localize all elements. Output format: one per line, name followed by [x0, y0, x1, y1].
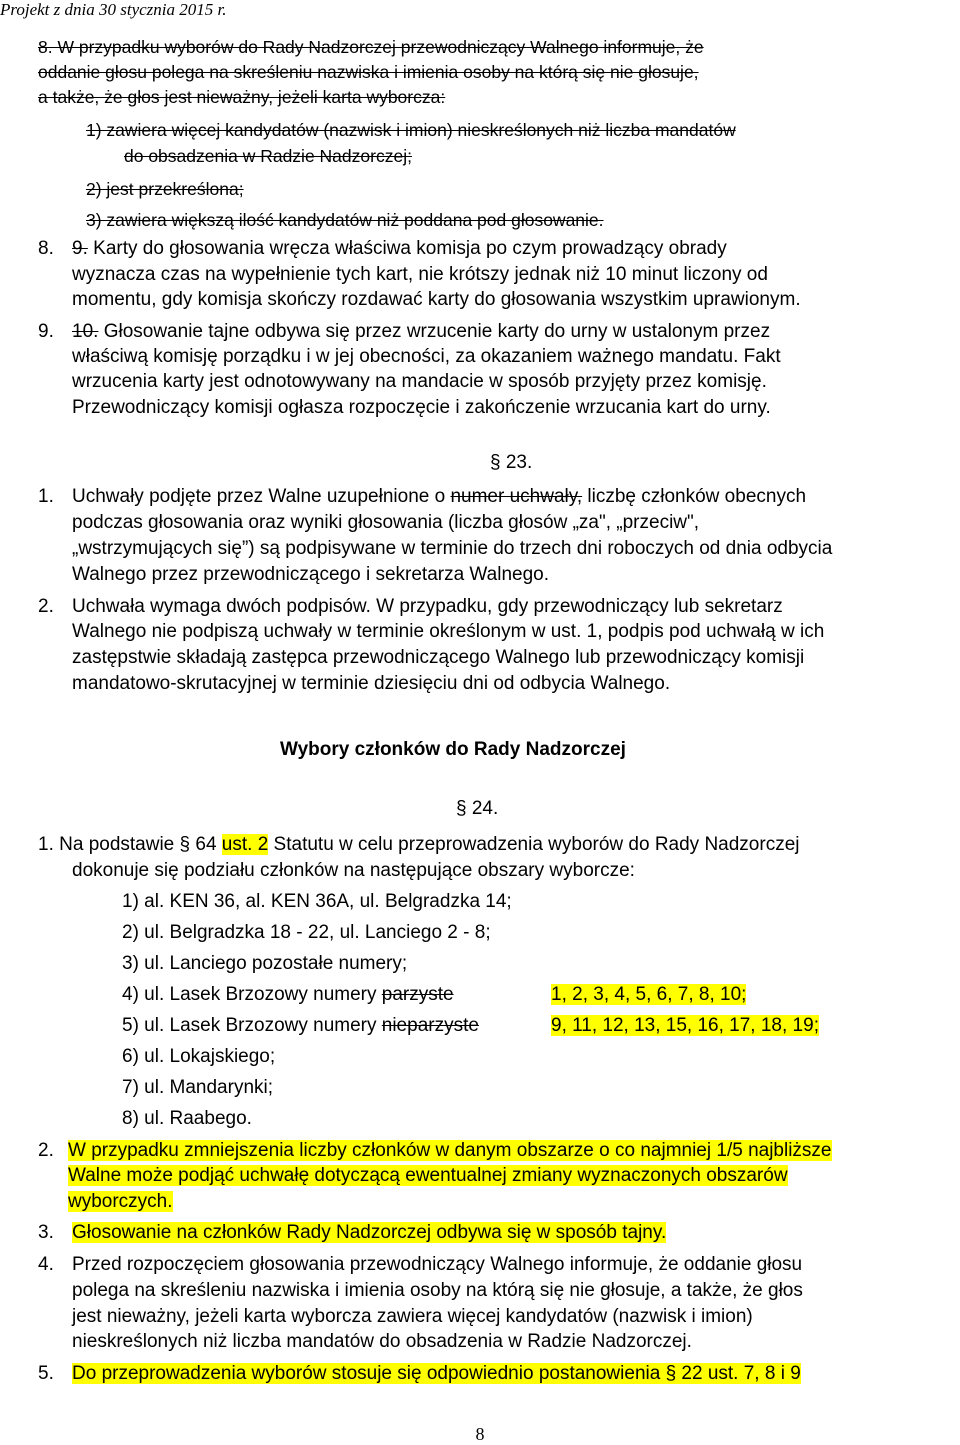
paragraph-9-line: Przewodniczący komisji ogłasza rozpoczęcie i zakończenie wrzucania kart do urny.	[72, 397, 771, 418]
highlighted-text: Do przeprowadzenia wyborów stosuje się odpowiednio postanowienia § 22 ust. 7, 8 i 9	[72, 1363, 801, 1384]
paragraph-text: Głosowanie tajne odbywa się przez wrzucenie karty do urny w ustalonym przez	[103, 321, 771, 342]
paragraph-8-line	[72, 237, 727, 260]
highlighted-text: 9, 11, 12, 13, 15, 16, 17, 18, 19;	[551, 1015, 819, 1036]
paragraph-9-line: właściwą komisję porządku i w jej obecności, za okazaniem ważnego mandatu. Fakt	[72, 346, 781, 367]
area-item	[122, 983, 454, 1006]
chapter-heading: Wybory członków do Rady Nadzorczej	[280, 739, 626, 760]
page-number: 8	[475, 1424, 485, 1444]
s24-item-4-line: polega na skreśleniu nazwiska i imienia osoby na którą się nie głosuje, a także, że głos	[72, 1280, 803, 1301]
area-item: 2) ul. Belgradzka 18 - 22, ul. Lanciego 2 - 8;	[122, 922, 491, 943]
highlighted-text: Walne może podjąć uchwałę dotyczącą ewentualnej zmiany wyznaczonych obszarów	[68, 1165, 788, 1186]
paragraph-reference: § 64	[179, 834, 222, 855]
area-numbers	[551, 1014, 819, 1037]
s23-item-1-line: „wstrzymujących się”) są podpisywane w terminie do trzech dni roboczych od dnia odbycia	[72, 538, 833, 559]
s24-item-4-line: jest nieważny, jeżeli karta wyborcza zawiera więcej kandydatów (nazwisk i imion)	[72, 1306, 753, 1327]
area-item: 6) ul. Lokajskiego;	[122, 1046, 276, 1067]
s24-item-5-line	[72, 1362, 801, 1385]
paragraph-9-line	[72, 320, 770, 343]
text-segment: 4) ul. Lasek Brzozowy numery	[122, 984, 382, 1005]
s23-item-2-line: zastępstwie składają zastępca przewodniczącego Walnego lub przewodniczący komisji	[72, 647, 805, 668]
s24-item-3-line	[72, 1221, 666, 1244]
text-segment: 1. Na podstawie	[38, 834, 180, 855]
struck-line: 2) jest przekreślona;	[86, 179, 244, 199]
s24-item-1-line	[38, 833, 800, 856]
paragraph-9-line: wrzucenia karty jest odnotowywany na mandacie w sposób przyjęty przez komisję.	[72, 371, 767, 392]
area-item: 1) al. KEN 36, al. KEN 36A, ul. Belgradzka 14;	[122, 891, 512, 912]
s24-item-4-line: Przed rozpoczęciem głosowania przewodniczący Walnego informuje, że oddanie głosu	[72, 1254, 803, 1275]
item-number: 5.	[38, 1363, 54, 1384]
struck-text: nieparzyste	[381, 1015, 479, 1036]
area-item: 3) ul. Lanciego pozostałe numery;	[122, 953, 408, 974]
item-number: 4.	[38, 1254, 54, 1275]
s24-item-2-line	[68, 1139, 832, 1162]
paragraph-number: 9.	[38, 321, 54, 342]
highlighted-text: wyborczych.	[68, 1191, 173, 1212]
old-paragraph-number: 10.	[72, 321, 99, 342]
struck-line: a także, że głos jest nieważny, jeżeli karta wyborcza:	[38, 87, 446, 107]
struck-line: 1) zawiera więcej kandydatów (nazwisk i imion) nieskreślonych niż liczba mandatów	[86, 120, 736, 140]
item-number: 3.	[38, 1222, 54, 1243]
struck-line: 3) zawiera większą ilość kandydatów niż poddana pod głosowanie.	[86, 210, 604, 230]
area-item	[122, 1014, 479, 1037]
struck-text: numer uchwały,	[450, 486, 583, 507]
s24-item-4-line: nieskreślonych niż liczba mandatów do obsadzenia w Radzie Nadzorczej.	[72, 1331, 692, 1352]
struck-line: do obsadzenia w Radzie Nadzorczej;	[124, 146, 412, 166]
struck-line: oddanie głosu polega na skreśleniu nazwiska i imienia osoby na którą się nie głosuje,	[38, 62, 699, 82]
text-segment: liczbę członków obecnych	[582, 486, 807, 507]
old-paragraph-number: 9.	[72, 238, 88, 259]
section-23-label: § 23.	[490, 452, 533, 473]
s24-item-2-line	[68, 1190, 173, 1213]
paragraph-text: Karty do głosowania wręcza właściwa komisja po czym prowadzący obrady	[93, 238, 727, 259]
area-item: 7) ul. Mandarynki;	[122, 1077, 274, 1098]
s23-item-1-line: Walnego przez przewodniczącego i sekretarza Walnego.	[72, 564, 549, 585]
text-segment: 5) ul. Lasek Brzozowy numery	[122, 1015, 382, 1036]
paragraph-8-line: wyznacza czas na wypełnienie tych kart, nie krótszy jednak niż 10 minut liczony od	[72, 264, 768, 285]
text-segment: Uchwały podjęte przez Walne uzupełnione o	[72, 486, 451, 507]
section-24-label: § 24.	[456, 798, 499, 819]
highlighted-text: ust. 2	[221, 834, 269, 855]
s23-item-2-line: Uchwała wymaga dwóch podpisów. W przypadku, gdy przewodniczący lub sekretarz	[72, 596, 783, 617]
text-segment: Statutu w celu przeprowadzenia wyborów do Rady Nadzorczej	[268, 834, 800, 855]
highlighted-text: W przypadku zmniejszenia liczby członków w danym obszarze o co najmniej 1/5 najbliższe	[68, 1140, 832, 1161]
paragraph-8-line: momentu, gdy komisja skończy rozdawać karty do głosowania wszystkim uprawionym.	[72, 289, 801, 310]
s24-item-1-line: dokonuje się podziału członków na następujące obszary wyborcze:	[72, 860, 635, 881]
struck-text: parzyste	[381, 984, 454, 1005]
document-header: Projekt z dnia 30 stycznia 2015 r.	[0, 0, 227, 19]
item-number: 1.	[38, 486, 54, 507]
area-item: 8) ul. Raabego.	[122, 1108, 252, 1129]
highlighted-text: Głosowanie na członków Rady Nadzorczej odbywa się w sposób tajny.	[72, 1222, 667, 1243]
highlighted-text: 1, 2, 3, 4, 5, 6, 7, 8, 10;	[551, 984, 747, 1005]
s23-item-2-line: mandatowo-skrutacyjnej w terminie dziesięciu dni od odbycia Walnego.	[72, 673, 671, 694]
item-number: 2.	[38, 1140, 54, 1161]
s23-item-2-line: Walnego nie podpiszą uchwały w terminie określonym w ust. 1, podpis pod uchwałą w ich	[72, 621, 825, 642]
struck-line: 8. W przypadku wyborów do Rady Nadzorczej przewodniczący Walnego informuje, że	[38, 37, 704, 57]
s24-item-2-line	[68, 1164, 788, 1187]
paragraph-number: 8.	[38, 238, 54, 259]
item-number: 2.	[38, 596, 54, 617]
area-numbers	[551, 983, 746, 1006]
s23-item-1-line	[72, 485, 806, 508]
s23-item-1-line: podczas głosowania oraz wyniki głosowania (liczba głosów „za", „przeciw",	[72, 512, 700, 533]
